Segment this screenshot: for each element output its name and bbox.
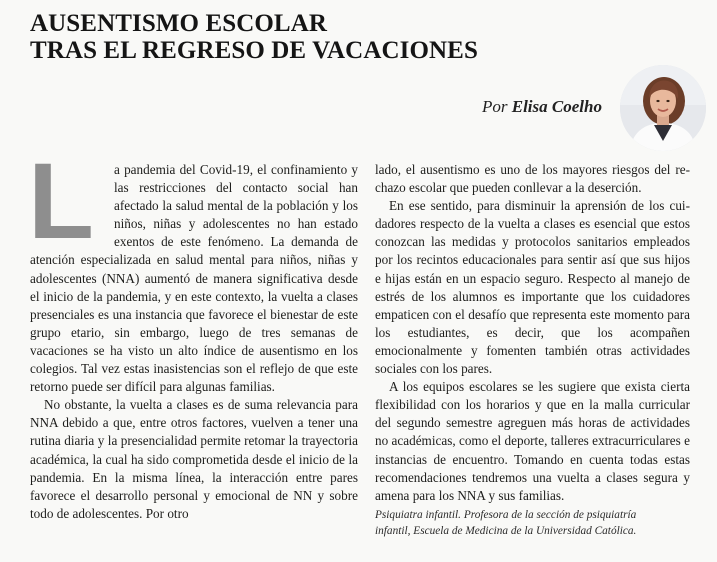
paragraph-2: No obstante, la vuelta a clases es de suma relevancia para NNA debido a que, entre otros factores, vuelven a tener una rutina diaria y la presencialidad permite retomar la trayectoria académica, la cual ha sido comprometida desde el inicio de la pandemia. En la misma línea, la interacción entre pares favorece el desarrollo personal y emocional de NN y sobre todo de adolescentes. Por otro <box>30 397 358 521</box>
author-portrait-illustration <box>620 65 706 151</box>
byline <box>482 97 602 117</box>
article-column-left <box>28 140 358 523</box>
drop-cap-letter: L <box>28 140 94 261</box>
byline-prefix: Por <box>482 97 508 116</box>
title-line-2: TRAS EL REGRESO DE VACACIONES <box>30 37 478 64</box>
article-title <box>30 10 478 64</box>
author-note-line-2: infantil, Escuela de Medicina de la Universidad Católica. <box>375 525 637 537</box>
article-column-right <box>375 161 690 505</box>
author-note-line-1: Psiquiatra infantil. Profesora de la sección de psiquiatría <box>375 509 637 521</box>
paragraph-1: a pandemia del Covid-19, el confinamiento y las restricciones del contacto social han afectado la salud mental de la población y los niños, niñas y adolescentes no han estado exentos de este fenómeno. La demanda de atención especializada en salud mental para niños, niñas y adolescentes (NNA) aumentó de manera significativa desde el inicio de la pandemia, y en este contexto, la vuelta a clases presenciales es una instancia que favorece el bienestar de este grupo etario, sin embargo, luego de tres semanas de vacaciones se ha visto un alto índice de ausentismo en los colegios. Tal vez estas inasistencias son el reflejo de que este retorno puede ser difícil para algunas familias. <box>30 162 358 395</box>
author-note <box>375 507 690 539</box>
drop-cap <box>28 140 106 261</box>
author-name: Elisa Coelho <box>511 97 602 116</box>
author-photo <box>620 65 706 151</box>
paragraph-3: lado, el ausentismo es uno de los mayores riesgos del rechazo escolar que pueden conllevar a la deserción. <box>375 162 690 196</box>
title-line-1: AUSENTISMO ESCOLAR <box>30 10 328 37</box>
paragraph-5: A los equipos escolares se les sugiere que exista cierta flexibilidad con los horarios y que en la malla curricular del segundo semestre agreguen más horas de actividades no académicas, como el deporte, talleres extracurriculares e instancias de encuentro. Tomando en cuenta todas estas recomendaciones tendremos una vuelta a clases segura y amena para los NNA y sus familias. <box>375 379 690 503</box>
paragraph-4: En ese sentido, para disminuir la aprensión de los cuidadores respecto de la vuelta a clases es esencial que estos conozcan las medidas y protocolos sanitarios empleados por los recintos educacionales para sentir así que sus hijos e hijas están en un espacio seguro. Respecto al manejo de estrés de los alumnos es importante que los cuidadores empaticen con el desafío que representa este momento para los estudiantes, es decir, que los acompañen emocionalmente y fomenten también otras actividades sociales con los pares. <box>375 198 690 377</box>
